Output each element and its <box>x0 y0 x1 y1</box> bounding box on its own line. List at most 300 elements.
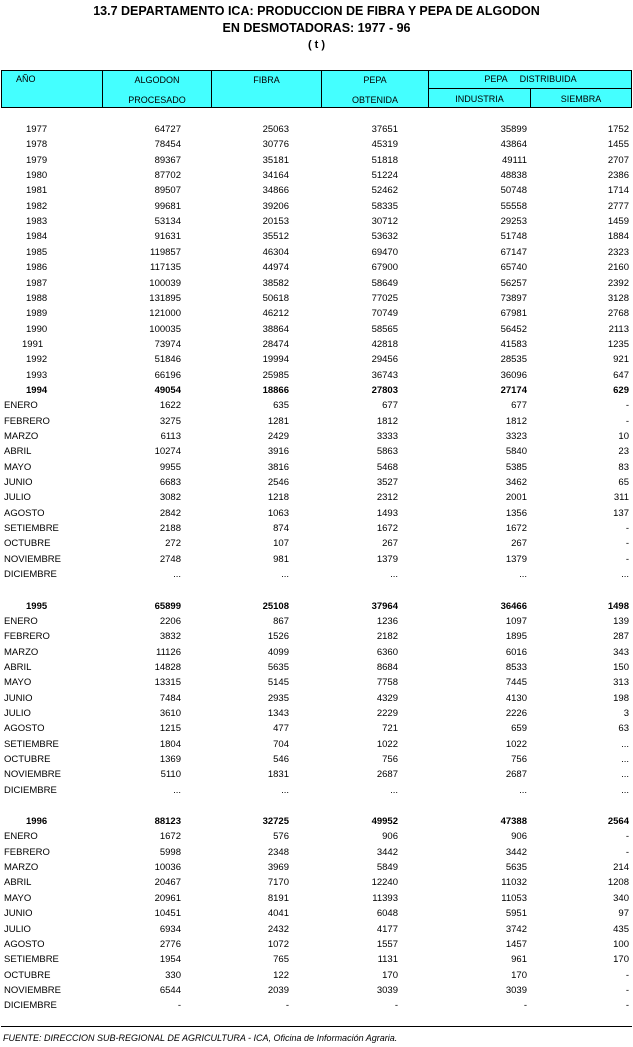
row-cell: 100035 <box>149 323 181 335</box>
row-cell: 13315 <box>154 677 181 689</box>
row-cell: 6360 <box>376 646 398 658</box>
row-cell: 73974 <box>154 338 181 350</box>
row-cell: 2935 <box>267 692 289 704</box>
row-cell: 69470 <box>371 246 398 258</box>
row-cell: 677 <box>382 400 398 412</box>
row-cell: 65 <box>618 477 629 489</box>
row-label: OCTUBRE <box>4 538 51 550</box>
table-row <box>0 860 633 875</box>
table-row <box>0 429 633 444</box>
row-cell: 2687 <box>505 769 527 781</box>
row-cell: 2188 <box>159 523 181 535</box>
row-cell: 28474 <box>262 338 289 350</box>
row-cell: 19994 <box>262 354 289 366</box>
row-cell: 5863 <box>376 446 398 458</box>
row-cell: 677 <box>511 400 527 412</box>
row-cell: 343 <box>613 646 629 658</box>
row-cell: 56257 <box>500 277 527 289</box>
row-cell: 29253 <box>500 216 527 228</box>
row-cell: 2842 <box>159 507 181 519</box>
table-row <box>0 245 633 260</box>
row-cell: 51224 <box>371 170 398 182</box>
row-cell: 1356 <box>505 507 527 519</box>
row-cell: 12240 <box>371 877 398 889</box>
row-cell: - <box>625 984 629 996</box>
row-cell: 2001 <box>505 492 527 504</box>
table-row <box>0 291 633 306</box>
row-cell: 2312 <box>376 492 398 504</box>
row-cell: 73897 <box>500 292 527 304</box>
row-label: NOVIEMBRE <box>4 984 62 996</box>
row-cell: - <box>177 1000 181 1012</box>
row-cell: 1215 <box>159 723 181 735</box>
table-row <box>0 153 633 168</box>
row-label: 1989 <box>26 308 48 320</box>
row-cell: 435 <box>613 923 629 935</box>
row-label: JUNIO <box>4 477 33 489</box>
row-label: JULIO <box>4 923 31 935</box>
row-cell: 1072 <box>267 938 289 950</box>
row-cell: ... <box>519 569 527 581</box>
row-cell: 1498 <box>607 600 629 612</box>
row-label: ENERO <box>4 615 38 627</box>
row-cell: - <box>394 1000 398 1012</box>
row-cell: 43864 <box>500 139 527 151</box>
row-cell: 3916 <box>267 446 289 458</box>
row-cell: 340 <box>613 892 629 904</box>
header-obtenida: OBTENIDA <box>351 95 398 105</box>
row-cell: - <box>625 523 629 535</box>
row-cell: 546 <box>273 754 289 765</box>
row-cell: 4130 <box>505 692 527 704</box>
row-cell: 100 <box>613 938 629 950</box>
table-row <box>0 444 633 459</box>
row-label: 1986 <box>26 262 48 274</box>
row-cell: 45319 <box>371 139 398 151</box>
row-label: ABRIL <box>4 877 32 889</box>
table-subtitle: EN DESMOTADORAS: 1977 - 96 <box>222 21 411 35</box>
row-cell: 961 <box>511 954 527 966</box>
row-cell: 6544 <box>159 984 181 996</box>
row-cell: ... <box>390 569 398 581</box>
row-cell: 1526 <box>267 631 289 643</box>
row-cell: 313 <box>613 677 629 689</box>
row-cell: 34866 <box>262 185 289 197</box>
table-row <box>0 660 633 675</box>
row-cell: 906 <box>382 831 398 843</box>
row-cell: 1672 <box>159 831 181 843</box>
row-cell: 11126 <box>155 646 181 658</box>
row-cell: 97 <box>618 908 629 920</box>
row-cell: 1954 <box>159 954 181 966</box>
row-label: JULIO <box>4 707 31 719</box>
row-label: AGOSTO <box>4 507 45 519</box>
row-cell: 2182 <box>376 631 398 643</box>
row-cell: 1369 <box>159 754 181 765</box>
row-label: 1993 <box>26 369 48 381</box>
row-cell: 3832 <box>159 631 181 643</box>
row-label: MAYO <box>4 677 32 689</box>
table-title: 13.7 DEPARTAMENTO ICA: PRODUCCION DE FIBRA Y PEPA DE ALGODON <box>93 4 540 18</box>
row-cell: 5468 <box>376 461 398 473</box>
table-row <box>0 567 633 582</box>
row-cell: 756 <box>511 754 527 765</box>
row-cell: 1895 <box>505 631 527 643</box>
row-cell: 3333 <box>376 431 398 442</box>
table-row <box>0 629 633 644</box>
row-label: ENERO <box>4 831 38 843</box>
row-cell: 78454 <box>154 139 181 151</box>
row-cell: 2564 <box>607 816 629 828</box>
row-cell: 30776 <box>262 139 289 151</box>
row-cell: 1208 <box>607 877 629 889</box>
row-cell: 5951 <box>505 908 527 920</box>
table-row <box>0 706 633 721</box>
row-cell: 1493 <box>376 507 398 519</box>
row-cell: 11053 <box>501 892 527 904</box>
row-cell: 1022 <box>376 738 398 750</box>
row-cell: 139 <box>613 615 629 627</box>
row-label: ENERO <box>4 400 38 412</box>
header-procesado: PROCESADO <box>128 95 186 105</box>
header-fibra: FIBRA <box>253 75 280 85</box>
header-anio: AÑO <box>16 74 36 84</box>
row-cell: 3816 <box>267 461 289 473</box>
row-cell: 20961 <box>154 892 181 904</box>
table-row <box>0 199 633 214</box>
row-label: JUNIO <box>4 692 33 704</box>
table-row <box>0 875 633 890</box>
row-cell: 3323 <box>505 431 527 442</box>
row-cell: 8684 <box>376 661 398 673</box>
row-label: JULIO <box>4 492 31 504</box>
row-cell: 10451 <box>154 908 181 920</box>
row-cell: 2776 <box>159 938 181 950</box>
header-algodon: ALGODON <box>134 75 180 85</box>
row-cell: 170 <box>613 954 629 966</box>
row-cell: 1459 <box>607 216 629 228</box>
row-cell: ... <box>173 569 181 581</box>
row-cell: 49054 <box>154 384 181 396</box>
row-cell: 53134 <box>154 216 181 228</box>
row-cell: 1831 <box>267 769 289 781</box>
row-cell: 89507 <box>154 185 181 197</box>
row-label: SETIEMBRE <box>4 954 59 966</box>
row-cell: 647 <box>613 369 629 381</box>
row-cell: 25063 <box>262 124 289 135</box>
table-row <box>0 752 633 767</box>
table-row <box>0 721 633 736</box>
table-row <box>0 368 633 383</box>
row-cell: 576 <box>273 831 289 843</box>
row-cell: 3082 <box>159 492 181 504</box>
row-cell: 5635 <box>505 862 527 874</box>
row-cell: 51818 <box>371 154 398 166</box>
row-cell: 198 <box>613 692 629 704</box>
row-cell: 39206 <box>262 200 289 212</box>
row-cell: 981 <box>273 553 289 565</box>
row-cell: 56452 <box>500 323 527 335</box>
row-label: MAYO <box>4 892 32 904</box>
table-row <box>0 521 633 536</box>
row-label: FEBRERO <box>4 846 50 858</box>
row-cell: 91631 <box>154 231 181 243</box>
row-cell: 50618 <box>262 292 289 304</box>
row-cell: 2707 <box>607 154 629 166</box>
row-label: NOVIEMBRE <box>4 769 62 781</box>
row-cell: 1557 <box>376 938 398 950</box>
row-label: ABRIL <box>4 661 32 673</box>
row-cell: 4329 <box>376 692 398 704</box>
row-cell: 3275 <box>159 415 181 427</box>
row-cell: 1812 <box>505 415 527 427</box>
row-cell: 27174 <box>500 384 527 396</box>
row-label: NOVIEMBRE <box>4 553 62 565</box>
row-cell: 36096 <box>500 369 527 381</box>
row-cell: 11032 <box>501 877 527 889</box>
row-label: 1978 <box>26 139 48 151</box>
row-cell: 7484 <box>159 692 181 704</box>
row-cell: 8533 <box>505 661 527 673</box>
row-cell: 2229 <box>376 707 398 719</box>
row-cell: 50748 <box>500 185 527 197</box>
row-label: 1981 <box>26 185 48 197</box>
row-cell: 2432 <box>267 923 289 935</box>
row-cell: 1455 <box>607 139 629 151</box>
row-cell: 46212 <box>262 308 289 320</box>
table-row <box>0 983 633 998</box>
row-cell: 1804 <box>159 738 181 750</box>
row-label: MARZO <box>4 646 39 658</box>
row-cell: 88123 <box>154 816 181 828</box>
row-label: 1992 <box>26 354 48 366</box>
row-cell: 659 <box>511 723 527 735</box>
row-cell: 18866 <box>262 384 289 396</box>
table-row <box>0 675 633 690</box>
row-label: AGOSTO <box>4 938 45 950</box>
row-cell: 121000 <box>149 308 181 320</box>
row-cell: 10036 <box>154 862 181 874</box>
row-cell: ... <box>281 784 289 796</box>
row-cell: 6016 <box>505 646 527 658</box>
row-cell: 64727 <box>154 124 181 135</box>
table-row <box>0 398 633 413</box>
row-cell: 3039 <box>505 984 527 996</box>
row-cell: 25985 <box>262 369 289 381</box>
row-cell: 2386 <box>607 170 629 182</box>
row-cell: 65740 <box>500 262 527 274</box>
table-row <box>0 552 633 567</box>
table-row <box>0 490 633 505</box>
row-cell: 5635 <box>267 661 289 673</box>
row-cell: 906 <box>511 831 527 843</box>
row-cell: 5849 <box>376 862 398 874</box>
table-row <box>0 891 633 906</box>
table-row <box>0 737 633 752</box>
table-row <box>0 414 633 429</box>
row-cell: 267 <box>511 538 527 550</box>
row-cell: 20467 <box>154 877 181 889</box>
row-cell: 44974 <box>262 262 289 274</box>
header-siembra: SIEMBRA <box>560 94 602 104</box>
table-row <box>0 276 633 291</box>
header-pepa-distribuida: PEPA DISTRIBUIDA <box>484 74 577 84</box>
row-cell: 23 <box>618 446 629 458</box>
row-label: SETIEMBRE <box>4 738 59 750</box>
table-row <box>0 845 633 860</box>
row-cell: 11393 <box>372 892 398 904</box>
table-row <box>0 506 633 521</box>
row-cell: 4177 <box>376 923 398 935</box>
row-cell: 67981 <box>500 308 527 320</box>
table-row <box>0 168 633 183</box>
row-cell: 119857 <box>150 246 181 258</box>
row-cell: 2768 <box>607 308 629 320</box>
row-cell: ... <box>621 738 629 750</box>
row-cell: 9955 <box>159 461 181 473</box>
row-cell: 1235 <box>607 338 629 350</box>
row-cell: 1022 <box>505 738 527 750</box>
row-cell: 89367 <box>154 154 181 166</box>
row-cell: 1218 <box>267 492 289 504</box>
row-label: 1985 <box>26 246 48 258</box>
row-cell: 2160 <box>607 262 629 274</box>
table-row <box>0 952 633 967</box>
row-cell: 287 <box>613 631 629 643</box>
row-cell: 27803 <box>371 384 398 396</box>
row-cell: 1131 <box>377 954 398 966</box>
row-cell: 629 <box>613 384 629 396</box>
row-cell: ... <box>621 569 629 581</box>
row-cell: 5110 <box>160 769 181 781</box>
row-cell: 58335 <box>371 200 398 212</box>
row-cell: 37964 <box>371 600 398 612</box>
row-cell: 1622 <box>159 400 181 412</box>
row-cell: 67147 <box>500 246 527 258</box>
row-cell: 87702 <box>154 170 181 182</box>
row-cell: 1884 <box>607 231 629 243</box>
row-cell: 42818 <box>371 338 398 350</box>
row-cell: 6934 <box>159 923 181 935</box>
row-cell: 2546 <box>267 477 289 489</box>
row-cell: 267 <box>382 538 398 550</box>
row-cell: 122 <box>273 969 289 981</box>
row-cell: 99681 <box>154 200 181 212</box>
row-cell: 46304 <box>262 246 289 258</box>
row-cell: 10274 <box>154 446 181 458</box>
row-cell: 1457 <box>505 938 527 950</box>
row-label: OCTUBRE <box>4 969 51 981</box>
row-cell: 3442 <box>505 846 527 858</box>
row-cell: 36743 <box>371 369 398 381</box>
row-cell: - <box>625 846 629 858</box>
row-cell: 3442 <box>376 846 398 858</box>
row-cell: 5385 <box>505 461 527 473</box>
row-cell: 2206 <box>159 615 181 627</box>
row-cell: 1812 <box>376 415 398 427</box>
row-cell: 214 <box>613 862 629 874</box>
row-cell: 635 <box>273 400 289 412</box>
row-cell: 58565 <box>371 323 398 335</box>
table-row <box>0 906 633 921</box>
row-label: 1980 <box>26 170 48 182</box>
row-cell: 2039 <box>267 984 289 996</box>
row-cell: - <box>625 969 629 981</box>
row-cell: 1672 <box>376 523 398 535</box>
row-cell: 2323 <box>607 246 629 258</box>
row-cell: 58649 <box>371 277 398 289</box>
row-cell: 41583 <box>500 338 527 350</box>
row-cell: 63 <box>618 723 629 735</box>
row-label: AGOSTO <box>4 723 45 735</box>
table-row <box>0 352 633 367</box>
row-cell: 32725 <box>262 816 289 828</box>
row-cell: 150 <box>613 661 629 673</box>
row-cell: ... <box>281 569 289 581</box>
table-unit: ( t ) <box>307 39 326 51</box>
row-cell: 3527 <box>376 477 398 489</box>
row-cell: 6113 <box>160 431 181 442</box>
row-cell: 311 <box>613 492 629 504</box>
row-label: 1979 <box>26 154 48 166</box>
table-row <box>0 536 633 551</box>
table-row <box>0 337 633 352</box>
row-cell: 2113 <box>608 323 629 335</box>
row-label: MAYO <box>4 461 32 473</box>
row-label: MARZO <box>4 862 39 874</box>
row-cell: 117135 <box>150 262 181 274</box>
row-cell: 170 <box>511 969 527 981</box>
row-cell: 1343 <box>267 707 289 719</box>
row-cell: 48838 <box>500 170 527 182</box>
row-cell: 1236 <box>376 615 398 627</box>
row-cell: 37651 <box>371 124 398 135</box>
row-cell: 52462 <box>371 185 398 197</box>
row-cell: 55558 <box>500 200 527 212</box>
row-cell: 7758 <box>376 677 398 689</box>
row-cell: 51748 <box>500 231 527 243</box>
row-label: FEBRERO <box>4 415 50 427</box>
row-label: 1982 <box>26 200 48 212</box>
row-cell: 6048 <box>376 908 398 920</box>
row-cell: 756 <box>382 754 398 765</box>
header-pepa: PEPA <box>363 75 387 85</box>
table-row <box>0 322 633 337</box>
row-cell: 272 <box>165 538 181 550</box>
row-cell: 70749 <box>371 308 398 320</box>
row-label: 1977 <box>26 124 48 135</box>
table-row <box>0 229 633 244</box>
row-label: 1996 <box>26 816 48 828</box>
row-cell: ... <box>621 754 629 765</box>
table-row <box>0 306 633 321</box>
row-cell: 47388 <box>500 816 527 828</box>
table-row <box>0 767 633 782</box>
row-cell: 5145 <box>267 677 289 689</box>
row-cell: - <box>523 1000 527 1012</box>
row-label: DICIEMBRE <box>4 569 57 581</box>
row-label: 1995 <box>26 600 48 612</box>
row-cell: 35512 <box>262 231 289 243</box>
row-cell: 765 <box>273 954 289 966</box>
row-cell: ... <box>173 784 181 796</box>
row-cell: - <box>625 415 629 427</box>
row-cell: 38864 <box>262 323 289 335</box>
table-row <box>0 783 633 798</box>
row-cell: 2348 <box>267 846 289 858</box>
row-cell: 3128 <box>607 292 629 304</box>
table-row <box>0 937 633 952</box>
